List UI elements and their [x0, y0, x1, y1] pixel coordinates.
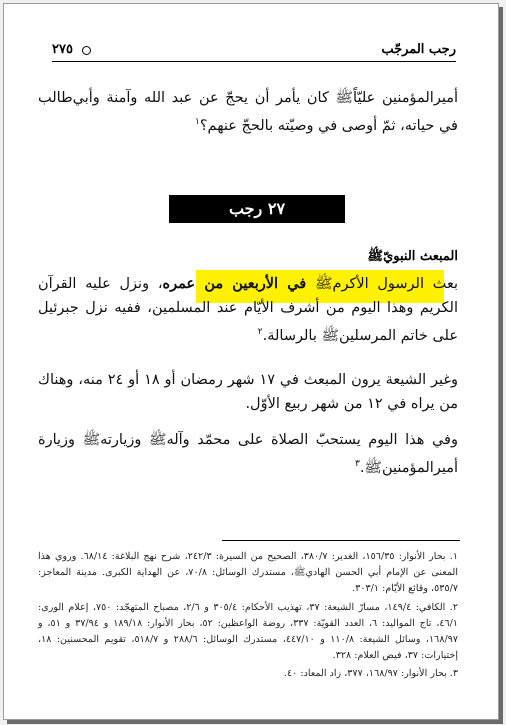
paragraph-text: أميرالمؤمنين عليّاًﷺ كان يأمر أن يحجّ عن عبد الله وآمنة وأبي‌طالب في حياته، ثمّ أوصى في وصيّته بالحجّ عنهم؟ — [38, 90, 458, 134]
header-rule — [52, 61, 456, 62]
highlighted-bold-text: في الأربعين من عمره — [162, 275, 307, 292]
footnote-ref: ٢ — [257, 327, 263, 337]
paragraph-hajj — [38, 86, 458, 138]
paragraph-text: وفي هذا اليوم يستحبّ الصلاة على محمّد وآلهﷺ وزيارتهﷺ وزيارة أميرالمؤمنينﷺ. — [38, 432, 458, 476]
footnote-2: ٢. الكافي: ١٤٩/٤، مسارّ الشيعة: ٣٧، تهذيب الأحكام: ٣٠٥/٤ و ٢/٦، مصباح المتهجّد: ٧٥٠، إعلام الورى: ٤٦/١، تاج المواليد: ٦، العدد القويّة: ٣٣٧، روضة الواعظين: ٥٢، بحار الأنوار: ١٨٩/١٨ و ٣٧/٩٤ و ٥١، و ١٦٨/٩٧، وسائل الشيعة: ١١٠/٨ و ٤٤٧/١٠، مستدرك الوسائل: ٢٨٨/٦ و ٥١٨/٧، تقويم المحسنين: ١٨، إختيارات: ٣٧، فيض العلام: ٣٢٨. — [38, 601, 459, 662]
paragraph-other-dates — [38, 368, 458, 416]
footnote-divider — [222, 540, 460, 541]
document-page — [3, 3, 499, 720]
paragraph-ziyara — [38, 428, 458, 480]
circle-separator-icon — [82, 46, 91, 55]
paragraph-mabath — [38, 272, 458, 348]
paragraph-text: ، ونزل عليه القرآن الكريم وهذا اليوم من أشرف الأيّام عند المسلمين، ففيه نزل جبرئيل على خاتم المرسلينﷺ بالرسالة. — [38, 276, 458, 344]
paragraph-text: وغير الشيعة يرون المبعث في ١٧ شهر رمضان أو ١٨ أو ٢٤ منه، وهناك من يراه في ١٢ من شهر ربيع الأوّل. — [38, 372, 458, 412]
running-header — [52, 42, 456, 60]
footnotes — [38, 549, 458, 685]
page-number: ٢٧٥ — [52, 42, 73, 57]
footnote-1: ١. بحار الأنوار: ١٥٦/٣٥، الغدير: ٣٨٠/٧، الصحيح من السيرة: ٢٤٢/٣، شرح نهج البلاغة: ٦٨/١٤. وروي هذا المعنى عن الإمام أبي الحسن الهاديﷺ، مستدرك الوسائل: ٧٠/٨، عن الهداية الكبرى. مدينة المعاجز: ٥٣٥/٧، وقائع الأيّام: ٣٠٣/١. — [38, 551, 459, 595]
section-heading: المبعث النبويّﷺ — [367, 249, 458, 264]
date-banner: ٢٧ رجب — [169, 195, 345, 223]
highlighted-text: بعث الرسول الأكرمﷺ — [306, 276, 458, 292]
header-title: رجب المرجّب — [381, 42, 456, 57]
footnote-ref: ٣ — [354, 459, 360, 469]
footnote-ref: ١ — [195, 117, 200, 127]
footnote-3: ٣. بحار الأنوار: ١٦٨/٩٧، ٣٧٧، زاد المعاد: ٤٠. — [283, 668, 458, 680]
